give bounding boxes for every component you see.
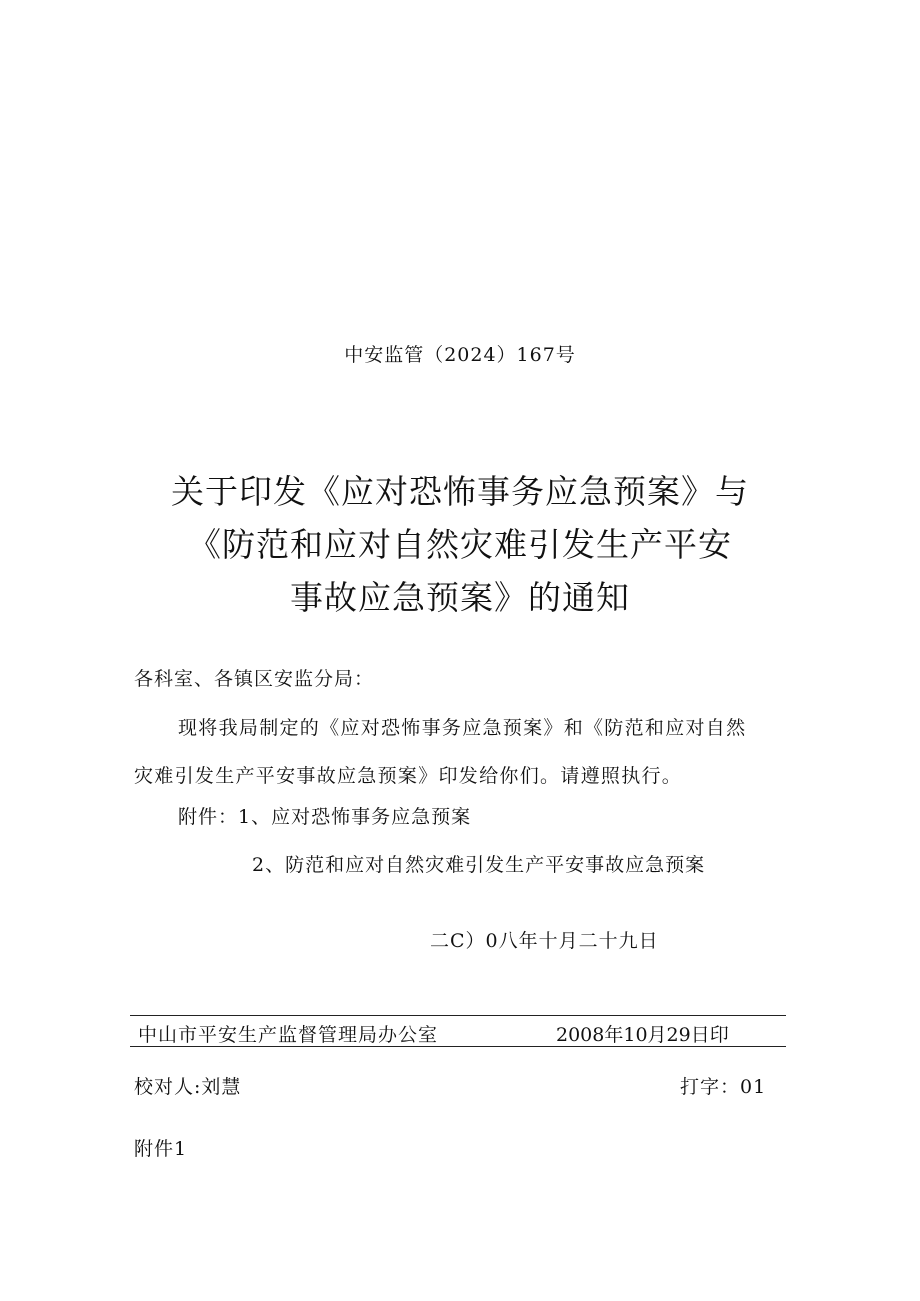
attachment-item: 附件：1、应对恐怖事务应急预案: [178, 806, 472, 828]
document-number: 中安监管（2024）167号: [344, 344, 576, 366]
body-paragraph: [134, 704, 794, 800]
addressee: 各科室、各镇区安监分局：: [134, 668, 375, 690]
document-title: [0, 465, 920, 624]
attachment-item: 2、防范和应对自然灾难引发生产平安事故应急预案: [252, 854, 706, 876]
print-date: 2008年10月29日印: [556, 1024, 729, 1046]
divider-line: [130, 1046, 786, 1047]
typist: 打字：01: [680, 1076, 767, 1098]
body-line: 现将我局制定的《应对恐怖事务应急预案》和《防范和应对自然: [178, 717, 747, 739]
attachment-heading: 附件1: [134, 1138, 188, 1160]
issue-date: 二C）0八年十月二十九日: [430, 930, 659, 952]
title-line: 事故应急预案》的通知: [290, 578, 630, 617]
title-line: 关于印发《应对恐怖事务应急预案》与: [171, 472, 749, 511]
proofreader: 校对人:刘慧: [134, 1076, 242, 1098]
issuing-office: 中山市平安生产监督管理局办公室: [138, 1024, 439, 1046]
title-line: 《防范和应对自然灾难引发生产平安: [188, 525, 732, 564]
body-line: 灾难引发生产平安事故应急预案》印发给你们。请遵照执行。: [134, 765, 683, 787]
divider-line: [130, 1015, 786, 1016]
